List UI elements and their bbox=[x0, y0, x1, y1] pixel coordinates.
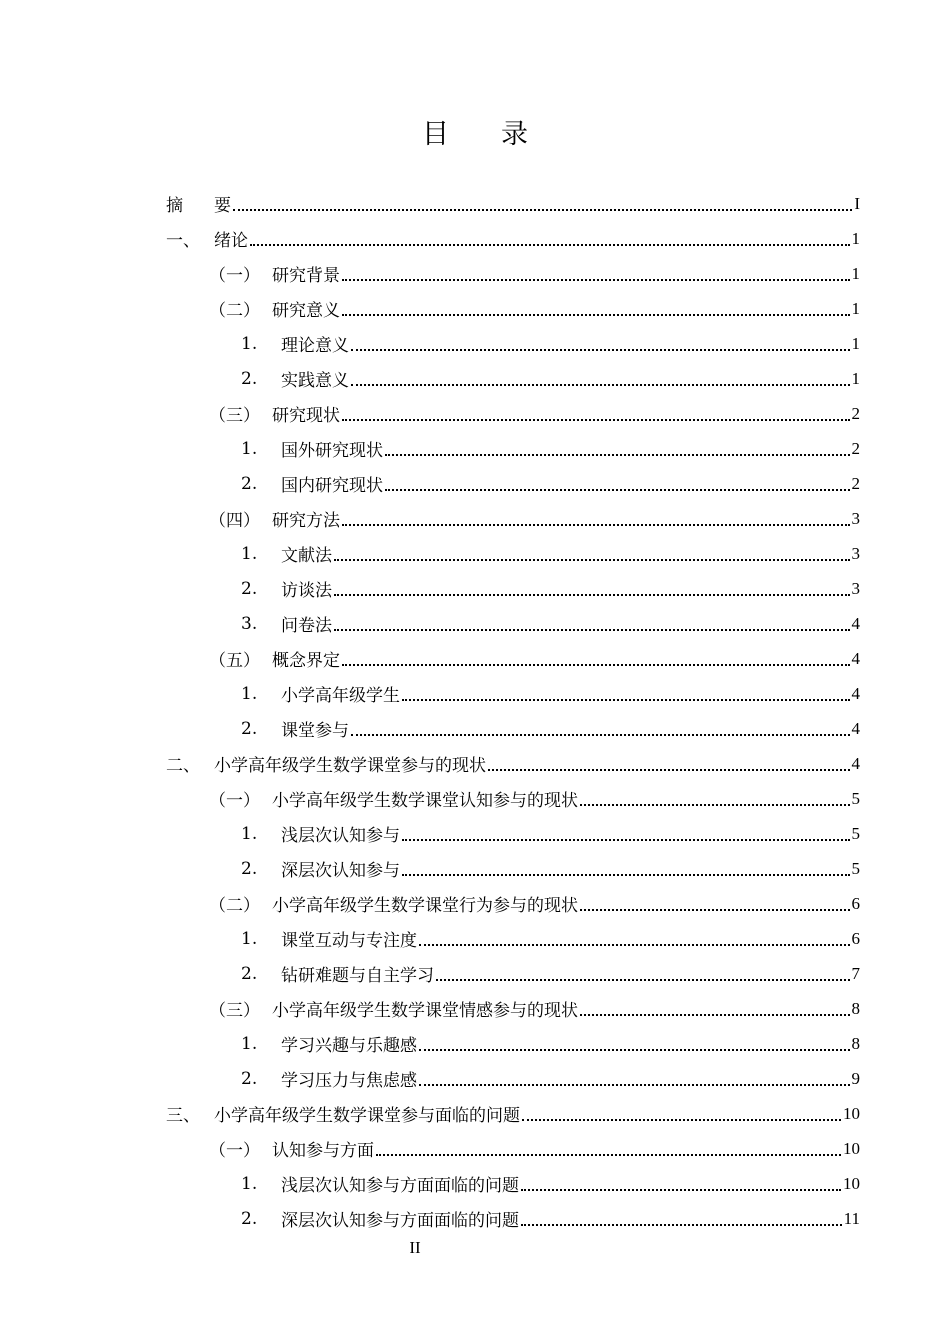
toc-entry[interactable] bbox=[166, 326, 860, 361]
dot-leader bbox=[419, 944, 850, 946]
toc-entry-page: 6 bbox=[851, 893, 860, 913]
toc-entry-number: 2. bbox=[241, 368, 258, 389]
toc-entry[interactable] bbox=[166, 291, 860, 326]
toc-entry[interactable] bbox=[166, 816, 860, 851]
toc-entry-page: I bbox=[854, 193, 860, 213]
dot-leader bbox=[522, 1119, 841, 1121]
toc-entry[interactable] bbox=[166, 1201, 860, 1236]
toc-entry[interactable] bbox=[166, 1026, 860, 1061]
toc-entry[interactable] bbox=[166, 256, 860, 291]
toc-entry[interactable] bbox=[166, 921, 860, 956]
toc-entry-number: 1. bbox=[241, 1033, 258, 1054]
dot-leader bbox=[334, 594, 850, 596]
toc-entry-label: 小学高年级学生数学课堂行为参与的现状 bbox=[272, 896, 578, 916]
toc-entry[interactable] bbox=[166, 956, 860, 991]
toc-entry-page: 5 bbox=[851, 858, 860, 878]
dot-leader bbox=[580, 909, 850, 911]
toc-entry-label: 国外研究现状 bbox=[281, 441, 383, 461]
toc-entry[interactable] bbox=[166, 1061, 860, 1096]
toc-entry-page: 7 bbox=[851, 963, 860, 983]
toc-entry-number: 2. bbox=[241, 858, 258, 879]
toc-entry-number: 1. bbox=[241, 438, 258, 459]
toc-entry[interactable] bbox=[166, 851, 860, 886]
dot-leader bbox=[436, 979, 850, 981]
dot-leader bbox=[342, 664, 850, 666]
toc-entry-number: 三、 bbox=[166, 1106, 200, 1126]
toc-entry-number: 2. bbox=[241, 1068, 258, 1089]
dot-leader bbox=[419, 1049, 850, 1051]
toc-entry[interactable] bbox=[166, 1131, 860, 1166]
toc-entry[interactable] bbox=[166, 186, 860, 221]
table-of-contents bbox=[166, 186, 860, 1236]
dot-leader bbox=[402, 699, 850, 701]
toc-entry[interactable] bbox=[166, 1096, 860, 1131]
toc-entry-label: 问卷法 bbox=[281, 616, 332, 636]
dot-leader bbox=[334, 559, 850, 561]
toc-entry-label: 认知参与方面 bbox=[272, 1141, 374, 1161]
toc-entry-number: （五） bbox=[209, 651, 260, 671]
dot-leader bbox=[419, 1084, 850, 1086]
toc-entry-number: 1. bbox=[241, 333, 258, 354]
toc-entry-page: 4 bbox=[851, 753, 860, 773]
dot-leader bbox=[334, 629, 850, 631]
toc-entry[interactable] bbox=[166, 781, 860, 816]
dot-leader bbox=[402, 874, 850, 876]
toc-entry-number: 2. bbox=[241, 718, 258, 739]
toc-entry-page: 4 bbox=[851, 718, 860, 738]
title-char-1: 目 bbox=[422, 119, 449, 150]
toc-entry-number: 1. bbox=[241, 823, 258, 844]
toc-entry-page: 3 bbox=[851, 543, 860, 563]
toc-entry-number: （二） bbox=[209, 896, 260, 916]
toc-entry-page: 1 bbox=[851, 333, 860, 353]
toc-entry-page: 2 bbox=[851, 438, 860, 458]
toc-entry-label: 浅层次认知参与方面面临的问题 bbox=[281, 1176, 519, 1196]
toc-entry-page: 10 bbox=[843, 1173, 860, 1193]
toc-entry-label: 学习兴趣与乐趣感 bbox=[281, 1036, 417, 1056]
toc-entry-label: 概念界定 bbox=[272, 651, 340, 671]
dot-leader bbox=[351, 384, 850, 386]
toc-entry[interactable] bbox=[166, 431, 860, 466]
toc-entry-number: 2. bbox=[241, 963, 258, 984]
toc-entry[interactable] bbox=[166, 746, 860, 781]
toc-entry-page: 3 bbox=[851, 508, 860, 528]
toc-entry-number: 二、 bbox=[166, 756, 200, 776]
toc-entry-number: （一） bbox=[209, 1141, 260, 1161]
toc-entry-label: 文献法 bbox=[281, 546, 332, 566]
toc-entry-page: 6 bbox=[851, 928, 860, 948]
toc-entry-number: （一） bbox=[209, 266, 260, 286]
title-char-2: 录 bbox=[501, 119, 528, 150]
toc-entry-label: 浅层次认知参与 bbox=[281, 826, 400, 846]
toc-entry-number: （一） bbox=[209, 791, 260, 811]
toc-entry-label: 课堂参与 bbox=[281, 721, 349, 741]
toc-entry-page: 5 bbox=[851, 788, 860, 808]
dot-leader bbox=[402, 839, 850, 841]
toc-entry-page: 4 bbox=[851, 613, 860, 633]
dot-leader bbox=[521, 1189, 841, 1191]
dot-leader bbox=[342, 279, 850, 281]
toc-entry-number: 摘 bbox=[166, 196, 183, 216]
footer-page-number: II bbox=[409, 1238, 421, 1257]
toc-entry-page: 2 bbox=[851, 403, 860, 423]
toc-entry-number: 1. bbox=[241, 683, 258, 704]
toc-entry-number: 2. bbox=[241, 473, 258, 494]
toc-entry-label: 理论意义 bbox=[281, 336, 349, 356]
toc-entry-label: 课堂互动与专注度 bbox=[281, 931, 417, 951]
toc-entry-number: 1. bbox=[241, 1173, 258, 1194]
dot-leader bbox=[342, 524, 850, 526]
toc-entry-number: 2. bbox=[241, 1208, 258, 1229]
dot-leader bbox=[580, 1014, 850, 1016]
dot-leader bbox=[580, 804, 850, 806]
toc-entry-label: 学习压力与焦虑感 bbox=[281, 1071, 417, 1091]
toc-entry-page: 8 bbox=[851, 998, 860, 1018]
toc-entry-number: （二） bbox=[209, 301, 260, 321]
toc-entry-number: 1. bbox=[241, 543, 258, 564]
dot-leader bbox=[521, 1224, 842, 1226]
toc-entry[interactable] bbox=[166, 536, 860, 571]
toc-entry-page: 1 bbox=[851, 368, 860, 388]
toc-entry[interactable] bbox=[166, 361, 860, 396]
toc-entry[interactable] bbox=[166, 886, 860, 921]
toc-entry-page: 1 bbox=[851, 298, 860, 318]
toc-entry-page: 2 bbox=[851, 473, 860, 493]
toc-entry-label: 钻研难题与自主学习 bbox=[281, 966, 434, 986]
toc-entry-number: 一、 bbox=[166, 231, 200, 251]
toc-entry-page: 10 bbox=[843, 1103, 860, 1123]
toc-entry-number: 1. bbox=[241, 928, 258, 949]
toc-entry-page: 3 bbox=[851, 578, 860, 598]
toc-entry-page: 5 bbox=[851, 823, 860, 843]
toc-entry-page: 1 bbox=[851, 228, 860, 248]
toc-entry-page: 4 bbox=[851, 648, 860, 668]
toc-entry-page: 11 bbox=[843, 1208, 860, 1228]
toc-entry-label: 小学高年级学生数学课堂参与面临的问题 bbox=[214, 1106, 520, 1126]
toc-entry-page: 9 bbox=[851, 1068, 860, 1088]
dot-leader bbox=[488, 769, 850, 771]
dot-leader bbox=[385, 489, 850, 491]
toc-entry-label: 国内研究现状 bbox=[281, 476, 383, 496]
toc-entry-label: 研究现状 bbox=[272, 406, 340, 426]
toc-entry[interactable] bbox=[166, 641, 860, 676]
toc-entry[interactable] bbox=[166, 571, 860, 606]
toc-entry-page: 8 bbox=[851, 1033, 860, 1053]
toc-entry-page: 10 bbox=[843, 1138, 860, 1158]
toc-entry-label: 研究背景 bbox=[272, 266, 340, 286]
toc-entry-label: 研究方法 bbox=[272, 511, 340, 531]
toc-entry[interactable] bbox=[166, 606, 860, 641]
page-title bbox=[0, 112, 950, 151]
toc-entry-label: 深层次认知参与 bbox=[281, 861, 400, 881]
toc-entry-label: 深层次认知参与方面面临的问题 bbox=[281, 1211, 519, 1231]
dot-leader bbox=[342, 314, 850, 316]
toc-entry-label: 要 bbox=[214, 196, 231, 216]
toc-entry-label: 研究意义 bbox=[272, 301, 340, 321]
toc-entry-page: 1 bbox=[851, 263, 860, 283]
toc-entry-number: 3. bbox=[241, 613, 258, 634]
toc-entry[interactable] bbox=[166, 991, 860, 1026]
toc-entry-number: （三） bbox=[209, 1001, 260, 1021]
toc-entry[interactable] bbox=[166, 1166, 860, 1201]
dot-leader bbox=[351, 734, 850, 736]
toc-entry-number: 2. bbox=[241, 578, 258, 599]
toc-entry[interactable] bbox=[166, 221, 860, 256]
toc-entry[interactable] bbox=[166, 396, 860, 431]
dot-leader bbox=[351, 349, 850, 351]
dot-leader bbox=[233, 209, 852, 211]
toc-entry[interactable] bbox=[166, 501, 860, 536]
toc-entry-page: 4 bbox=[851, 683, 860, 703]
dot-leader bbox=[385, 454, 850, 456]
toc-entry-label: 小学高年级学生数学课堂情感参与的现状 bbox=[272, 1001, 578, 1021]
toc-entry-label: 小学高年级学生数学课堂认知参与的现状 bbox=[272, 791, 578, 811]
toc-entry-label: 小学高年级学生数学课堂参与的现状 bbox=[214, 756, 486, 776]
toc-entry-number: （四） bbox=[209, 511, 260, 531]
toc-entry[interactable] bbox=[166, 466, 860, 501]
dot-leader bbox=[250, 244, 850, 246]
toc-entry-label: 小学高年级学生 bbox=[281, 686, 400, 706]
toc-entry[interactable] bbox=[166, 711, 860, 746]
toc-entry-label: 访谈法 bbox=[281, 581, 332, 601]
dot-leader bbox=[376, 1154, 841, 1156]
toc-entry[interactable] bbox=[166, 676, 860, 711]
toc-entry-label: 实践意义 bbox=[281, 371, 349, 391]
toc-entry-number: （三） bbox=[209, 406, 260, 426]
dot-leader bbox=[342, 419, 850, 421]
toc-entry-label: 绪论 bbox=[214, 231, 248, 251]
